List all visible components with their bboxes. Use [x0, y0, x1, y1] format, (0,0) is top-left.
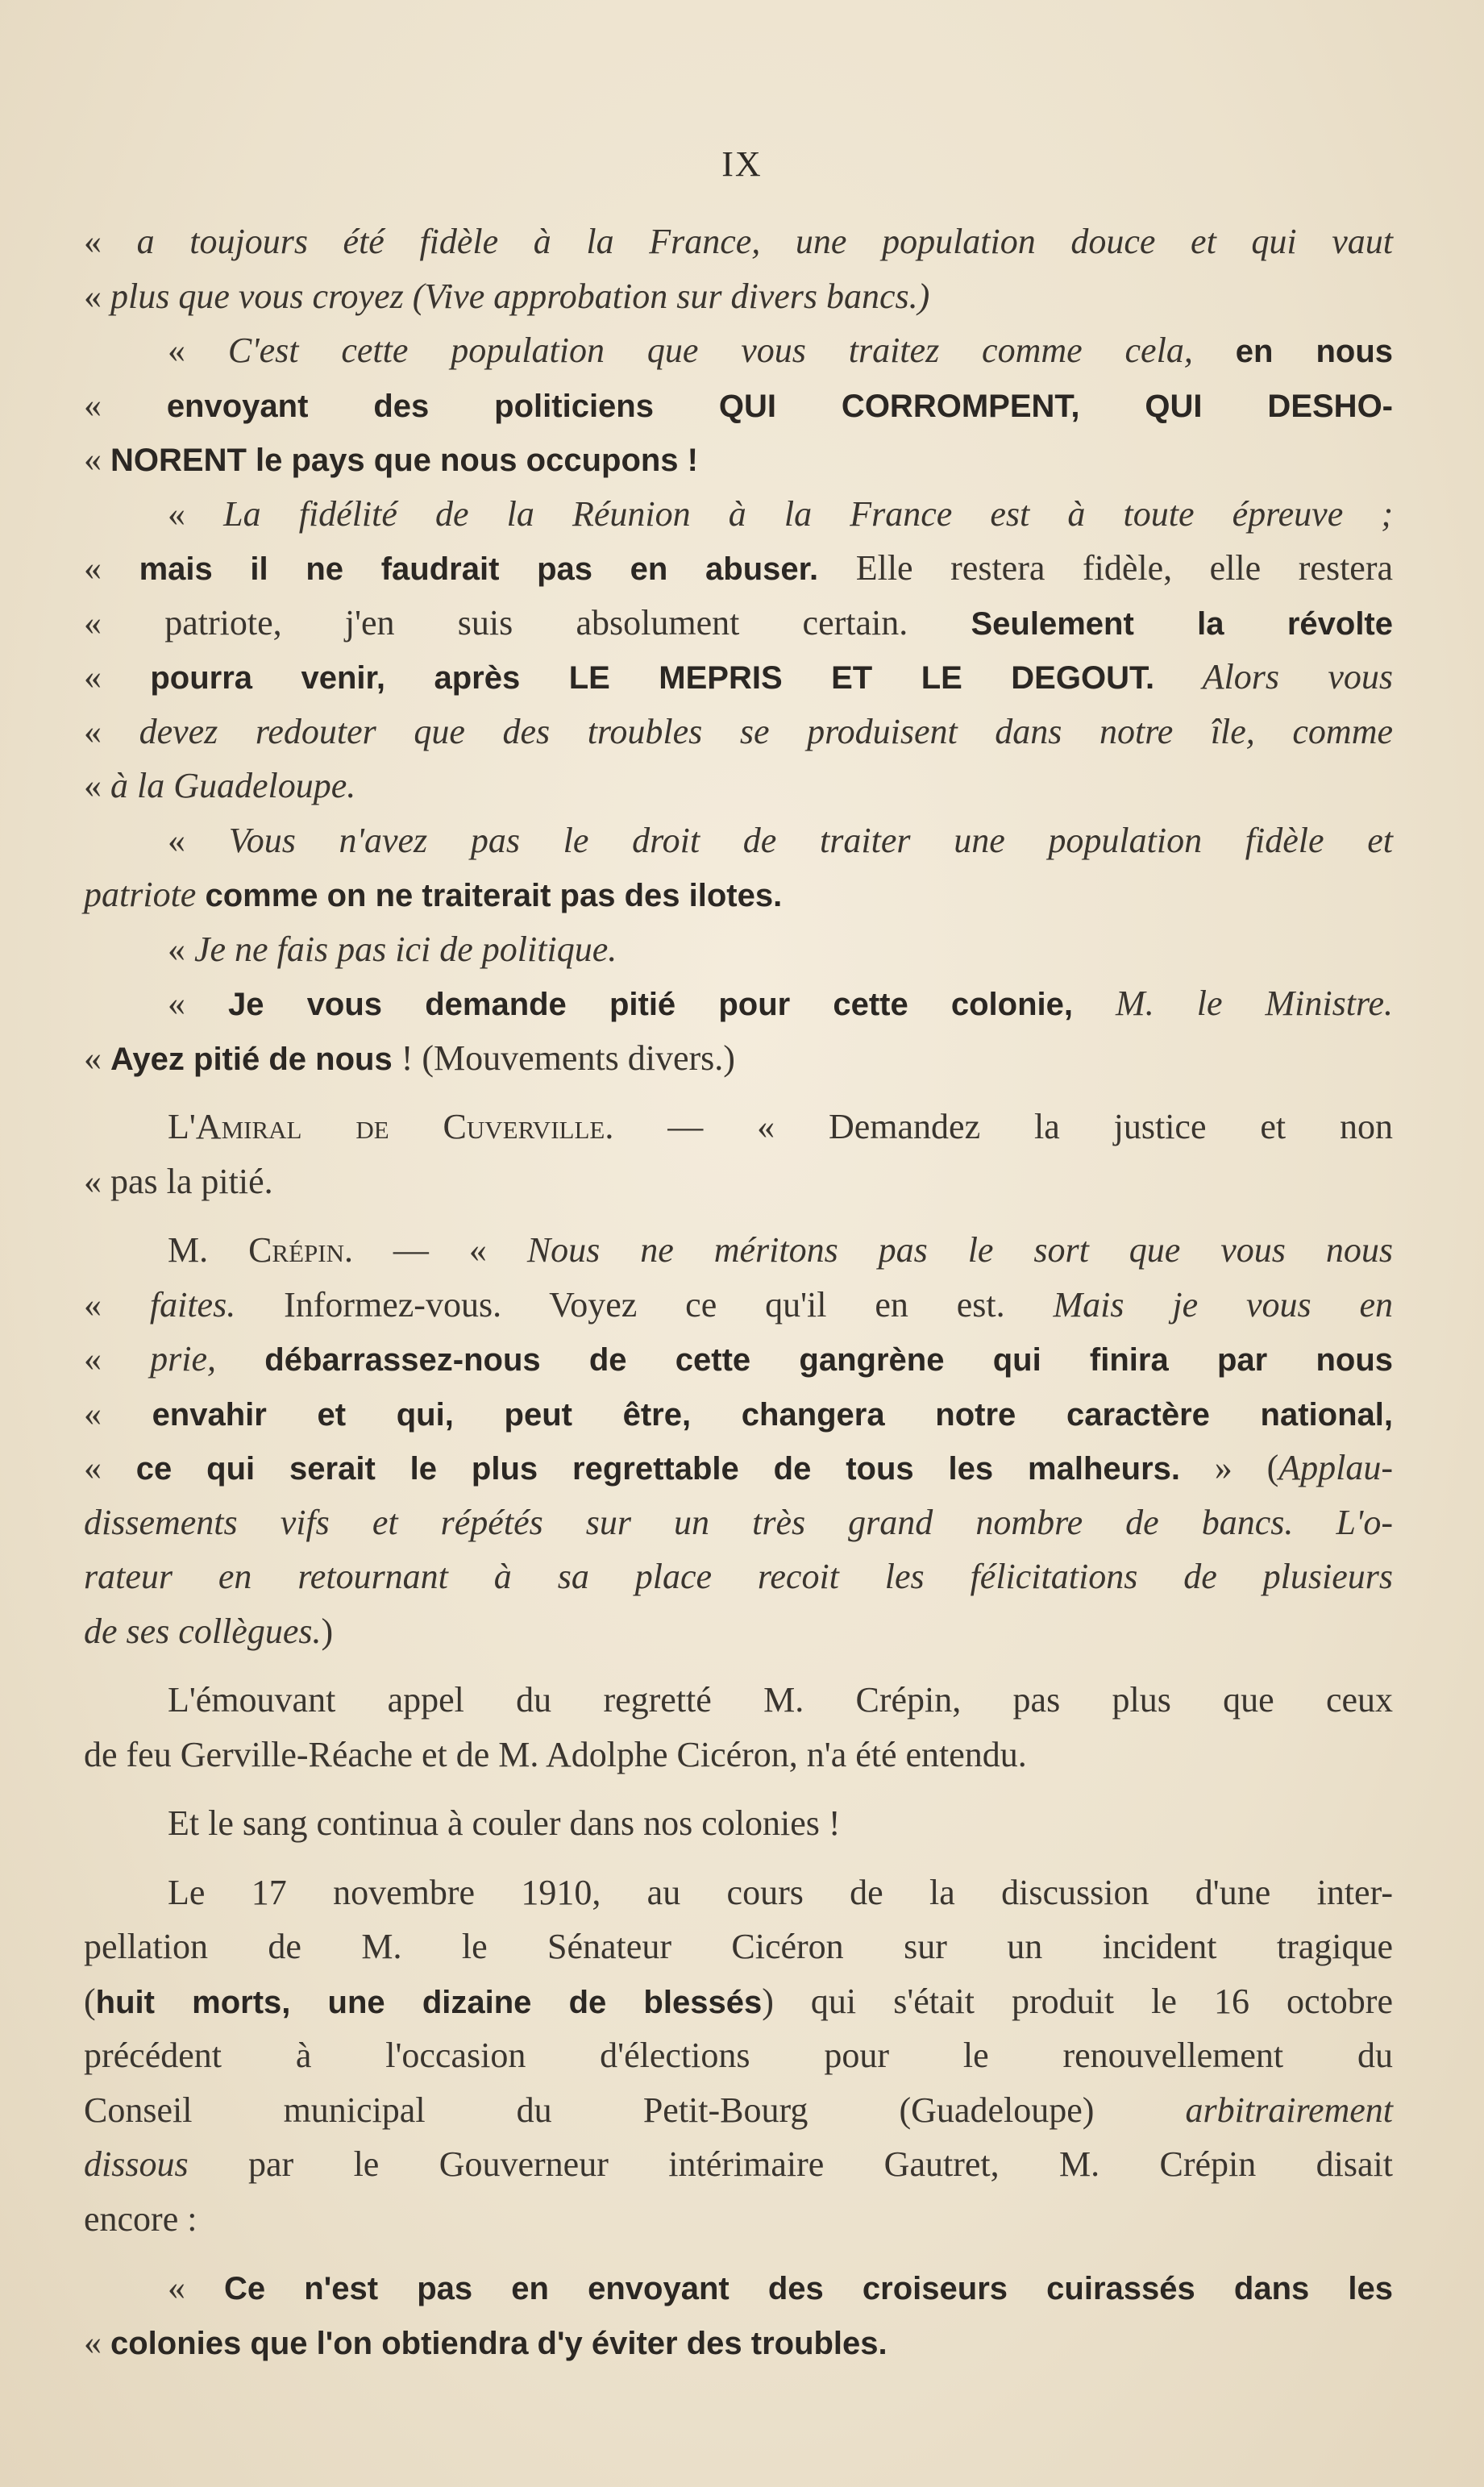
text-run: L'émouvant appel du regretté M. Crépin, pas plus que ceux	[168, 1680, 1393, 1720]
text-line	[84, 1154, 1393, 1209]
text-line	[84, 1387, 1393, 1441]
text-line	[84, 1223, 1393, 1278]
text-run: «	[168, 820, 229, 860]
text-run: envahir et qui, peut être, changera notre caractère national,	[152, 1396, 1394, 1433]
text-run: (	[84, 1981, 96, 2021]
text-run: Le 17 novembre 1910, au cours de la discussion d'une inter-	[168, 1872, 1393, 1912]
text-line	[84, 759, 1393, 813]
text-run: faites.	[149, 1284, 236, 1325]
text-run: Seulement la révolte	[971, 605, 1393, 642]
text-line	[84, 1495, 1393, 1550]
text-line	[84, 976, 1393, 1031]
text-line	[84, 1441, 1393, 1495]
text-line	[84, 1673, 1393, 1728]
text-run: Nous ne méritons pas le sort que vous nous	[526, 1230, 1393, 1270]
text-run: envoyant des politiciens QUI CORROMPENT, QUI DESHO-	[166, 388, 1394, 424]
text-run: «	[84, 1448, 136, 1487]
text-run: )	[321, 1611, 334, 1651]
text-run: Conseil municipal du Petit-Bourg (Guadeloupe)	[84, 2090, 1186, 2130]
text-line	[84, 2137, 1393, 2192]
text-run: ) qui s'était produit le 16 octobre	[762, 1981, 1393, 2021]
text-run: C'est cette population que vous traitez comme cela,	[227, 331, 1193, 370]
text-run: — « Demandez la justice et non	[613, 1107, 1394, 1146]
text-run: patriote, j'en suis absolument certain.	[164, 602, 971, 643]
text-line	[84, 487, 1393, 542]
text-run: mais il ne faudrait pas en abuser.	[139, 551, 819, 587]
text-run: de ses collègues.	[84, 1611, 322, 1651]
text-line	[84, 596, 1393, 651]
text-run: Et le sang continua à couler dans nos colonies !	[168, 1803, 841, 1843]
text-line	[84, 1549, 1393, 1604]
text-run: «	[84, 1038, 110, 1078]
text-line	[84, 922, 1393, 977]
page-number: IX	[721, 144, 763, 184]
text-run: «	[84, 1393, 152, 1433]
text-line	[84, 650, 1393, 705]
text-line	[84, 1100, 1393, 1154]
text-run: huit morts, une dizaine de blessés	[95, 1984, 763, 2020]
text-line	[84, 2083, 1393, 2138]
text-run: Informez-vous. Voyez ce qu'il en est.	[235, 1284, 1054, 1325]
text-run: «	[84, 1161, 110, 1201]
text-run: «	[84, 766, 110, 805]
text-run: M. le Ministre.	[1073, 984, 1394, 1023]
text-line	[84, 1332, 1393, 1387]
text-run: Ayez pitié de nous	[110, 1041, 393, 1077]
text-run: prie,	[150, 1339, 217, 1379]
text-run: Mais je vous en	[1053, 1284, 1394, 1325]
text-line	[84, 432, 1393, 487]
text-run: en nous	[1192, 334, 1394, 369]
text-run: de feu Gerville-Réache et de M. Adolphe Cicéron, n'a été entendu.	[84, 1734, 1027, 1774]
text-run: rateur en retournant à sa place recoit les félicitations de plusieurs	[84, 1557, 1393, 1596]
text-run: dissous	[84, 2144, 189, 2184]
text-run: «	[84, 657, 151, 697]
text-line	[84, 2260, 1393, 2315]
text-run: «	[168, 929, 194, 969]
text-line	[84, 214, 1393, 269]
text-run: précédent à l'occasion d'élections pour le renouvellement du	[84, 2036, 1393, 2075]
text-run: colonies que l'on obtiendra d'y éviter des troubles.	[110, 2325, 887, 2361]
text-line	[84, 1728, 1393, 1782]
text-run: «	[84, 1284, 150, 1325]
text-line	[84, 1278, 1393, 1333]
text-run: encore :	[84, 2198, 197, 2239]
text-run: «	[84, 222, 137, 261]
text-run: plus que vous croyez (Vive approbation sur divers bancs.)	[110, 276, 930, 316]
text-run: «	[168, 493, 224, 534]
text-run: L'Amiral de Cuverville.	[168, 1107, 614, 1146]
text-run: Elle restera fidèle, elle restera	[818, 548, 1394, 588]
text-run: comme on ne traiterait pas des ilotes.	[196, 878, 783, 913]
text-run: «	[168, 984, 229, 1023]
text-run: «	[84, 439, 110, 479]
text-run: «	[84, 2322, 110, 2362]
text-run: ce qui serait le plus regrettable de tous les malheurs.	[135, 1451, 1181, 1487]
text-run: Ce n'est pas en envoyant des croiseurs cuirassés dans les	[224, 2271, 1393, 2306]
text-run: «	[84, 548, 139, 588]
text-run: » (	[1180, 1448, 1279, 1487]
text-run: patriote	[84, 875, 197, 914]
text-run: «	[84, 711, 139, 751]
text-run: Je ne fais pas ici de politique.	[194, 929, 617, 969]
text-line	[84, 1974, 1393, 2029]
text-run: ! (Mouvements divers.)	[392, 1038, 735, 1078]
text-line	[84, 1865, 1393, 1920]
text-run: a toujours été fidèle à la France, une population douce et qui vaut	[136, 222, 1393, 261]
text-run: Applau-	[1278, 1448, 1393, 1487]
text-run: «	[168, 331, 228, 370]
text-line	[84, 1031, 1393, 1086]
text-run: Je vous demande pitié pour cette colonie,	[228, 987, 1074, 1022]
text-line	[84, 269, 1393, 324]
text-line	[84, 2192, 1393, 2247]
text-run: pas la pitié.	[110, 1161, 273, 1201]
text-run: pourra venir, après LE MEPRIS ET LE DEGOUT.	[150, 660, 1155, 696]
text-line	[84, 705, 1393, 759]
body-text	[84, 214, 1393, 2369]
text-run: «	[168, 2268, 225, 2307]
text-line	[84, 1796, 1393, 1851]
text-run: Alors vous	[1154, 657, 1393, 697]
text-line	[84, 867, 1393, 922]
text-run: pellation de M. le Sénateur Cicéron sur un incident tragique	[84, 1927, 1393, 1966]
text-run: «	[84, 602, 165, 643]
text-line	[84, 2028, 1393, 2083]
text-run: «	[84, 1339, 151, 1379]
text-run: «	[84, 385, 167, 425]
text-line	[84, 541, 1393, 596]
text-run: NORENT le pays que nous occupons !	[110, 443, 698, 478]
text-line	[84, 1919, 1393, 1974]
text-line	[84, 378, 1393, 433]
text-run: débarrassez-nous de cette gangrène qui finira par nous	[216, 1342, 1394, 1378]
text-run: Vous n'avez pas le droit de traiter une population fidèle et	[228, 820, 1394, 860]
text-run: La fidélité de la Réunion à la France est à toute épreuve ;	[223, 493, 1394, 534]
text-run: à la Guadeloupe.	[110, 766, 356, 805]
text-run: dissements vifs et répétés sur un très grand nombre de bancs. L'o-	[84, 1502, 1393, 1542]
text-run: par le Gouverneur intérimaire Gautret, M. Crépin disait	[188, 2144, 1393, 2184]
text-line	[84, 2315, 1393, 2370]
text-run: — «	[352, 1230, 527, 1270]
text-run: M. Crépin.	[168, 1230, 353, 1270]
text-line	[84, 1604, 1393, 1659]
text-run: «	[84, 276, 110, 316]
text-run: devez redouter que des troubles se produisent dans notre île, comme	[139, 711, 1393, 751]
text-run: arbitrairement	[1185, 2090, 1393, 2130]
text-line	[84, 323, 1393, 378]
text-line	[84, 813, 1393, 868]
